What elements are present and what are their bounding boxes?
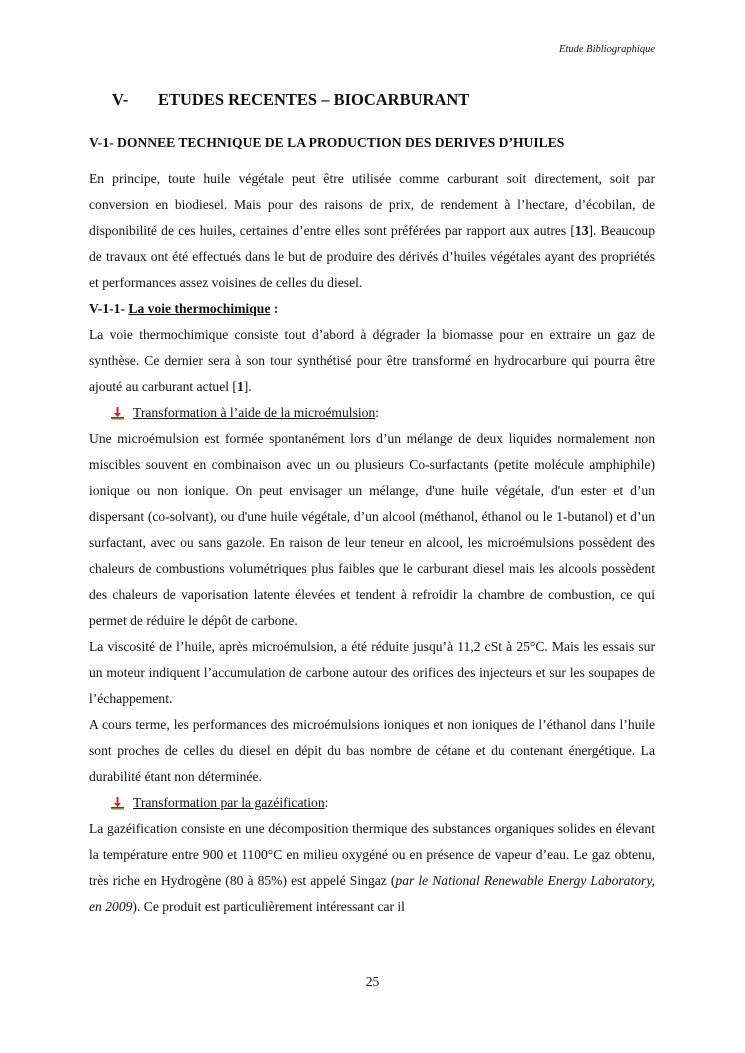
bullet-label: Transformation par la gazéification bbox=[133, 795, 325, 810]
bullet-microemulsion bbox=[89, 400, 655, 426]
paragraph-text: ]. bbox=[243, 379, 252, 394]
chapter-title bbox=[112, 90, 469, 110]
citation-ref: 13 bbox=[574, 223, 589, 238]
paragraph-text: En principe, toute huile végétale peut être utilisée comme carburant soit directement, soit par conversion en biodiesel. Mais pour des raisons de prix, de rendement à l’hectare, d’écobilan, de disponibilité de ces huiles, certaines d’entre elles sont préférées par rapport aux autres [ bbox=[89, 171, 655, 238]
subsection-title: La voie thermochimique bbox=[128, 301, 271, 316]
paragraph-text: ]. Beaucoup de travaux ont été effectués dans le but de produire des dérivés d’huiles végétales ayant des propriétés et performances assez voisines de celles du diesel. bbox=[89, 223, 655, 290]
subsection-suffix: : bbox=[270, 301, 279, 316]
paragraph-viscosite: La viscosité de l’huile, après microémulsion, a été réduite jusqu’à 11,2 cSt à 25°C. Mais les essais sur un moteur indiquent l’accumulation de carbone autour des orifices des injecteurs et sur les soupapes de l’échappement. bbox=[89, 639, 655, 706]
paragraph-performances: A cours terme, les performances des microémulsions ioniques et non ioniques de l’éthanol dans l’huile sont proches de celles du diesel en dépit du bas nombre de cétane et du contenant énergétique. La durabilité étant non déterminée. bbox=[89, 717, 655, 784]
paragraph-text: ). Ce produit est particulièrement intéressant car il bbox=[132, 899, 405, 914]
section-heading: V-1- DONNEE TECHNIQUE DE LA PRODUCTION DES DERIVES D’HUILES bbox=[89, 135, 565, 150]
paragraph-intro bbox=[89, 166, 655, 296]
subsection-number: V-1-1- bbox=[89, 301, 125, 316]
subsection-heading bbox=[89, 296, 655, 322]
colored-arrow-bullet-icon bbox=[111, 407, 124, 420]
running-header: Etude Bibliographique bbox=[559, 44, 655, 55]
paragraph-gazeification bbox=[89, 816, 655, 920]
italic-citation: par le National Renewable Energy Laboratory, en 2009 bbox=[89, 873, 655, 914]
chapter-title-text: ETUDES RECENTES – BIOCARBURANT bbox=[158, 90, 470, 109]
bullet-suffix: : bbox=[324, 795, 329, 810]
page-number: 25 bbox=[365, 974, 380, 989]
citation-ref: 1 bbox=[236, 379, 244, 394]
body-text bbox=[89, 130, 655, 920]
bullet-gazeification bbox=[89, 790, 655, 816]
bullet-label: Transformation à l’aide de la microémulsion bbox=[133, 405, 376, 420]
paragraph-text: La gazéification consiste en une décomposition thermique des substances organiques solides en élevant la température entre 900 et 1100°C en milieu oxygéné ou en présence de vapeur d’eau. Le gaz obtenu, très riche en Hydrogène (80 à 85%) est appelé Singaz ( bbox=[89, 821, 655, 888]
chapter-number: V- bbox=[112, 90, 129, 109]
colored-arrow-bullet-icon bbox=[111, 797, 124, 810]
bullet-suffix: : bbox=[375, 405, 380, 420]
paragraph-text: La voie thermochimique consiste tout d’abord à dégrader la biomasse pour en extraire un gaz de synthèse. Ce dernier sera à son tour synthétisé pour être transformé en hydrocarbure qui pourra être ajouté au carburant actuel [ bbox=[89, 327, 655, 394]
paragraph-thermochimique bbox=[89, 322, 655, 400]
paragraph-microemulsion: Une microémulsion est formée spontanément lors d’un mélange de deux liquides normalement non miscibles souvent en combinaison avec un ou plusieurs Co-surfactants (petite molécule amphiphile) ionique ou non ionique. On peut envisager un mélange, d'une huile végétale, d'un ester et d’un dispersant (co-solvant), ou d'une huile végétale, d’un alcool (méthanol, éthanol ou le 1-butanol) et d’un surfactant, avec ou sans gazole. En raison de leur teneur en alcool, les microémulsions possèdent des chaleurs de combustions volumétriques plus faibles que le carburant diesel mais les alcools possèdent des chaleurs de vaporisation latente élevées et tendent à refroidir la chambre de combustion, ce qui permet de réduire le dépôt de carbone. bbox=[89, 431, 655, 628]
